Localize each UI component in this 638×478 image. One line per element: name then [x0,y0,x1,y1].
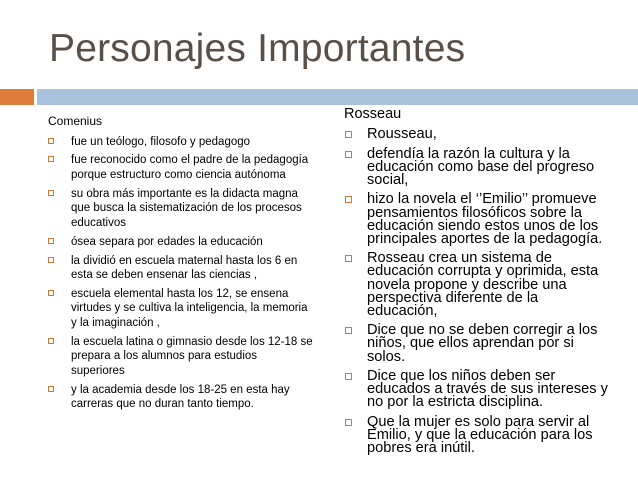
square-bullet-icon [48,338,54,344]
square-bullet-icon [345,131,352,138]
list-item-text: su obra más importante es la didacta magna que busca la sistematización de los procesos educativos [71,187,302,229]
right-bullet-list [344,128,609,455]
square-bullet-icon [345,327,352,334]
list-item [48,153,313,182]
accent-bar-orange [0,89,34,105]
list-item-text: Dice que los niños deben ser educados a través de sus intereses y no por la estricta disciplina. [367,368,608,411]
slide-title: Personajes Importantes [49,27,466,70]
list-item [344,193,609,245]
list-item-text: la dividió en escuela maternal hasta los 6 en esta se deben ensenar las ciencias , [71,254,298,282]
list-item [48,383,313,412]
list-item-text: ósea separa por edades la educación [71,235,263,248]
list-item-text: la escuela latina o gimnasio desde los 12-18 se prepara a los alumnos para estudios superiores [71,335,313,378]
square-bullet-icon [48,156,54,162]
left-bullet-list [48,135,313,412]
list-item [344,370,609,409]
list-item [48,235,313,250]
list-item [344,252,609,317]
square-bullet-icon [345,255,352,262]
accent-bar-blue [37,89,638,105]
list-item-text: Dice que no se deben corregir a los niños, que ellos aprendan por si solos. [367,322,598,365]
square-bullet-icon [48,138,54,144]
left-column [48,114,313,416]
list-item-text: fue un teólogo, filosofo y pedagogo [71,135,251,148]
right-column [344,108,609,462]
square-bullet-icon [345,151,352,158]
square-bullet-icon [48,257,54,263]
list-item-text: fue reconocido como el padre de la pedagogía porque estructuro como ciencia autónoma [71,154,309,181]
list-item-text: escuela elemental hasta los 12, se ensena virtudes y se cultiva la inteligencia, la memoria y la imaginación , [71,287,308,330]
list-item [344,324,609,363]
list-item [48,254,313,283]
list-item [48,287,313,331]
list-item [344,413,609,457]
list-item-text: Rosseau crea un sistema de educación corrupta y oprimida, esta novela propone y describe una perspectiva diferente de la educación, [367,250,599,319]
list-item-text: hizo la novela el ‘’Emilio’’ promueve pensamientos filosóficos sobre la educación siendo estos unos de los principales aportes de la pedagogía. [367,191,603,247]
left-column-heading: Comenius [48,114,103,128]
square-bullet-icon [345,196,352,203]
square-bullet-icon [48,290,54,296]
list-item [48,135,313,150]
list-item [48,335,313,379]
square-bullet-icon [48,386,54,392]
square-bullet-icon [48,190,54,196]
list-item [344,145,609,188]
square-bullet-icon [345,419,352,426]
list-item [48,187,313,231]
square-bullet-icon [345,373,352,380]
square-bullet-icon [48,238,54,244]
list-item-text: defendía la razón la cultura y la educación como base del progreso social, [367,145,595,188]
list-item-text: Que la mujer es solo para servir al Emilio, y que la educación para los pobres era inútil. [367,413,593,457]
list-item-text: Rousseau, [367,126,437,143]
list-item [344,128,609,141]
right-column-heading: Rosseau [344,106,402,122]
list-item-text: y la academia desde los 18-25 en esta hay carreras que no duran tanto tiempo. [71,383,290,411]
